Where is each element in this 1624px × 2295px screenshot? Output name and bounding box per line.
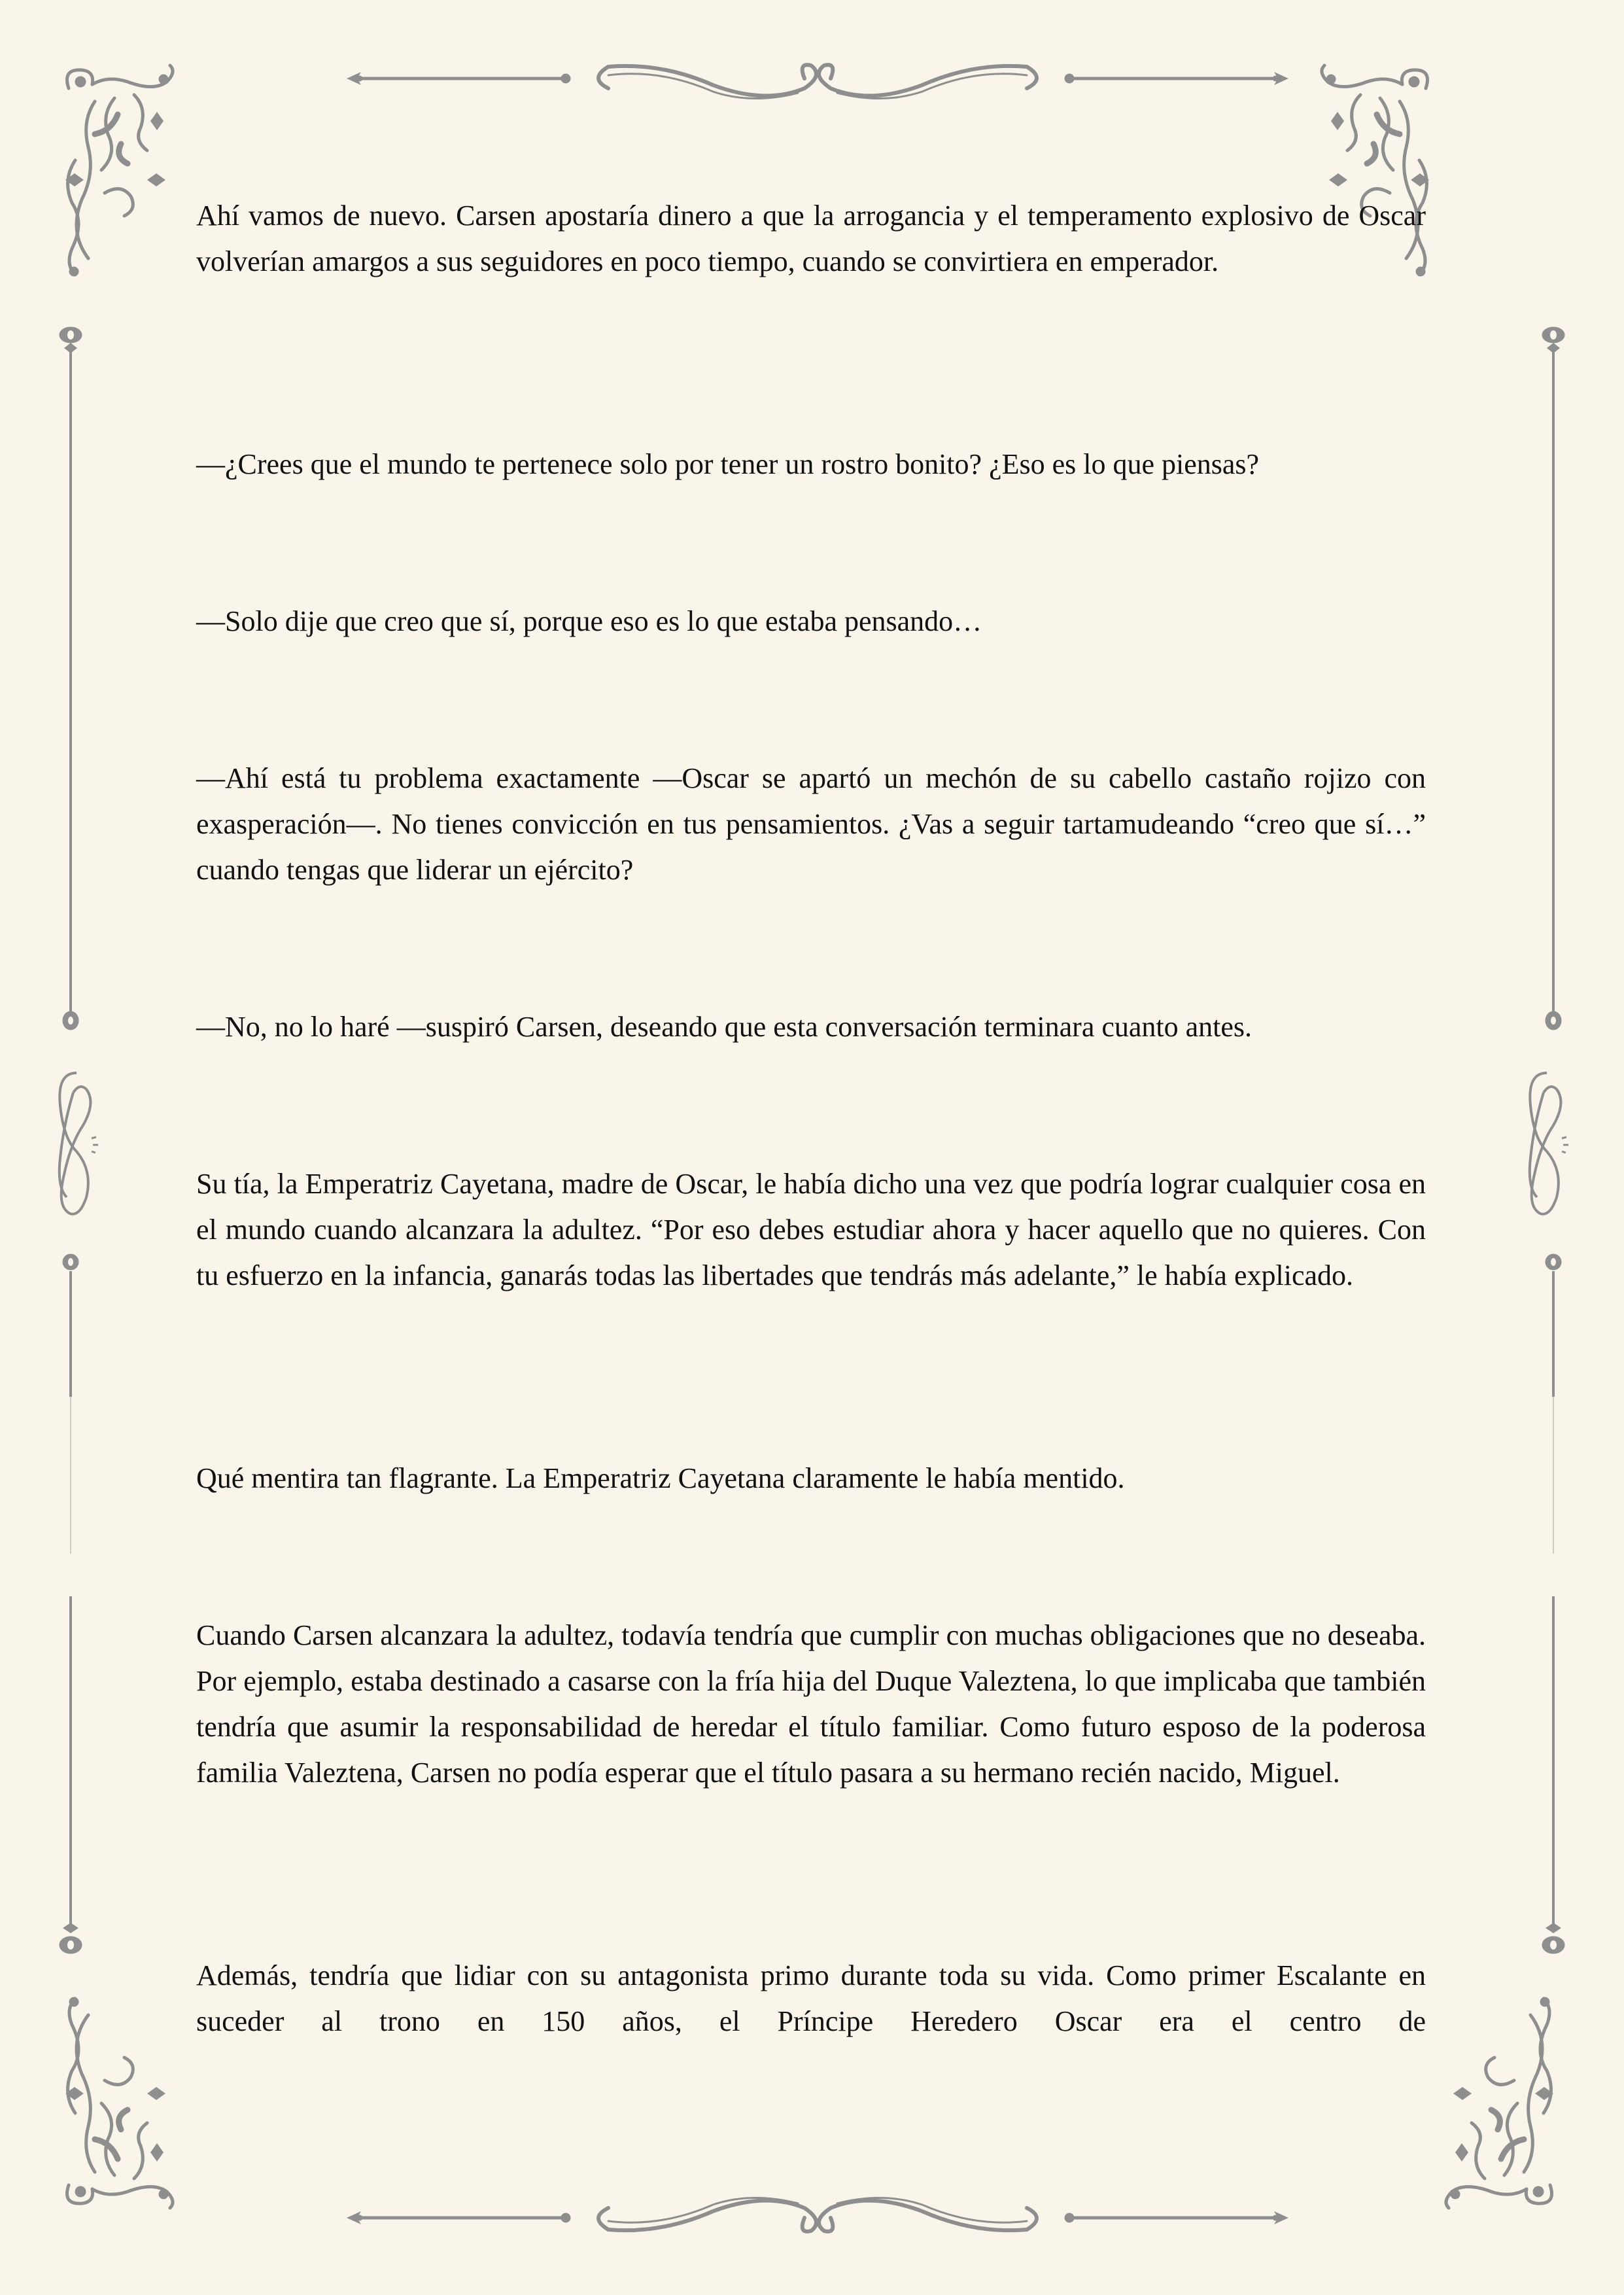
paragraph: Ahí vamos de nuevo. Carsen apostaría dinero a que la arrogancia y el temperamento explosivo de Oscar volverían amargos a sus seguidores en poco tiempo, cuando se convirtiera en emperador. bbox=[196, 200, 1426, 277]
right-infinity-flourish-icon bbox=[1517, 1066, 1576, 1223]
paragraph: Qué mentira tan flagrante. La Emperatriz Cayetana claramente le había mentido. bbox=[196, 1462, 1125, 1494]
dialogue-paragraph: —Solo dije que creo que sí, porque eso es lo que estaba pensando… bbox=[196, 605, 982, 637]
paragraph: Cuando Carsen alcanzara la adultez, todavía tendría que cumplir con muchas obligaciones que no deseaba. Por ejemplo, estaba destinado a casarse con la fría hija del Duque Valeztena, lo que implicaba que también tendría que asumir la responsabilidad de heredar el título familiar. Como futuro esposo de la poderosa familia Valeztena, Carsen no podía esperar que el título pasara a su hermano recién nacido, Miguel. bbox=[196, 1619, 1426, 1789]
left-infinity-flourish-icon bbox=[47, 1066, 106, 1223]
corner-flourish-bottom-right-icon bbox=[1439, 1989, 1563, 2211]
right-lower-rule-icon bbox=[1540, 1253, 1566, 1959]
bottom-scroll-divider-icon bbox=[347, 2192, 1288, 2237]
right-upper-rule-icon bbox=[1540, 321, 1566, 1034]
dialogue-paragraph: —Ahí está tu problema exactamente —Oscar se apartó un mechón de su cabello castaño rojizo con exasperación—. No tienes convicción en tus pensamientos. ¿Vas a seguir tartamudeando “creo que sí…” cuando tengas que liderar un ejército? bbox=[196, 762, 1426, 886]
corner-flourish-top-left-icon bbox=[56, 62, 180, 285]
top-scroll-divider-icon bbox=[347, 59, 1288, 105]
paragraph: Su tía, la Emperatriz Cayetana, madre de Oscar, le había dicho una vez que podría lograr cualquier cosa en el mundo cuando alcanzara la adultez. “Por eso debes estudiar ahora y hacer aquello que no quieres. Con tu esfuerzo en la infancia, ganarás todas las libertades que tendrás más adelante,” le había explicado. bbox=[196, 1168, 1426, 1291]
dialogue-paragraph: —¿Crees que el mundo te pertenece solo por tener un rostro bonito? ¿Eso es lo que piensas? bbox=[196, 448, 1260, 480]
corner-flourish-bottom-left-icon bbox=[56, 1989, 180, 2211]
left-upper-rule-icon bbox=[58, 321, 84, 1034]
left-lower-rule-icon bbox=[58, 1253, 84, 1959]
dialogue-paragraph: —No, no lo haré —suspiró Carsen, deseando que esta conversación terminara cuanto antes. bbox=[196, 1011, 1253, 1043]
paragraph: Además, tendría que lidiar con su antagonista primo durante toda su vida. Como primer Escalante en suceder al trono en 150 años, el Príncipe Heredero Oscar era el centro de bbox=[196, 1959, 1426, 2037]
